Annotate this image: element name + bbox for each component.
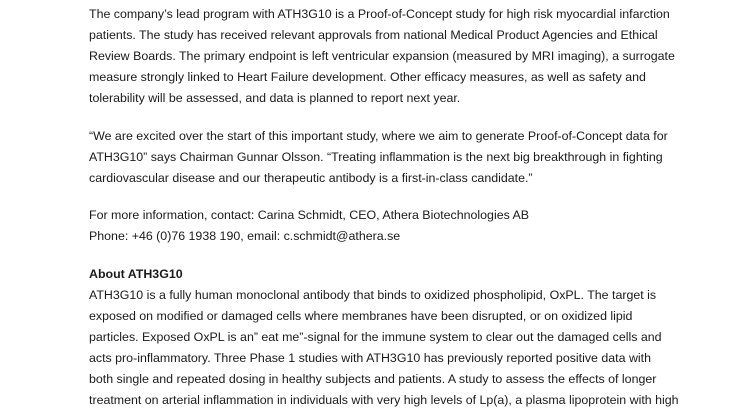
text-line: exposed on modified or damaged cells where membranes have been disrupted, or on oxidized lipid <box>89 309 633 323</box>
text-line: “We are excited over the start of this important study, where we aim to generate Proof-of-Concept data for <box>89 129 668 143</box>
contact-block <box>89 205 689 247</box>
paragraph-study <box>89 4 689 109</box>
about-heading: About ATH3G10 <box>89 267 183 281</box>
document-page <box>89 4 689 411</box>
contact-line: Phone: +46 (0)76 1938 190, email: c.schmidt@athera.se <box>89 229 401 243</box>
text-line: The company’s lead program with ATH3G10 is a Proof-of-Concept study for high risk myocardial infarction <box>89 7 670 21</box>
text-line: ATH3G10” says Chairman Gunnar Olsson. “Treating inflammation is the next big breakthrough in fighting <box>89 150 663 164</box>
paragraph-spacer <box>89 189 689 205</box>
text-line: ATH3G10 is a fully human monoclonal antibody that binds to oxidized phospholipid, OxPL. The target is <box>89 288 657 302</box>
paragraph-spacer <box>89 109 689 126</box>
about-section <box>89 264 689 411</box>
text-line: both single and repeated dosing in healthy subjects and patients. A study to assess the effects of longer <box>89 372 657 386</box>
text-line: acts pro-inflammatory. Three Phase 1 studies with ATH3G10 has previously reported positive data with <box>89 351 651 365</box>
text-line: tolerability will be assessed, and data is planned to report next year. <box>89 91 461 105</box>
paragraph-spacer <box>89 247 689 264</box>
text-line: measure strongly linked to Heart Failure development. Other efficacy measures, as well as safety and <box>89 70 646 84</box>
paragraph-quote <box>89 126 689 189</box>
text-line: Review Boards. The primary endpoint is left ventricular expansion (measured by MRI imaging), a surrogate <box>89 49 675 63</box>
text-line: patients. The study has received relevant approvals from national Medical Product Agencies and Ethical <box>89 28 658 42</box>
text-line: particles. Exposed OxPL is an” eat me”-signal for the immune system to clear out the damaged cells and <box>89 330 662 344</box>
text-line: cardiovascular disease and our therapeutic antibody is a first-in-class candidate.” <box>89 171 533 185</box>
contact-line: For more information, contact: Carina Schmidt, CEO, Athera Biotechnologies AB <box>89 208 530 222</box>
text-line: treatment on arterial inflammation in individuals with very high levels of Lp(a), a plasma lipoprotein with high <box>89 393 679 407</box>
